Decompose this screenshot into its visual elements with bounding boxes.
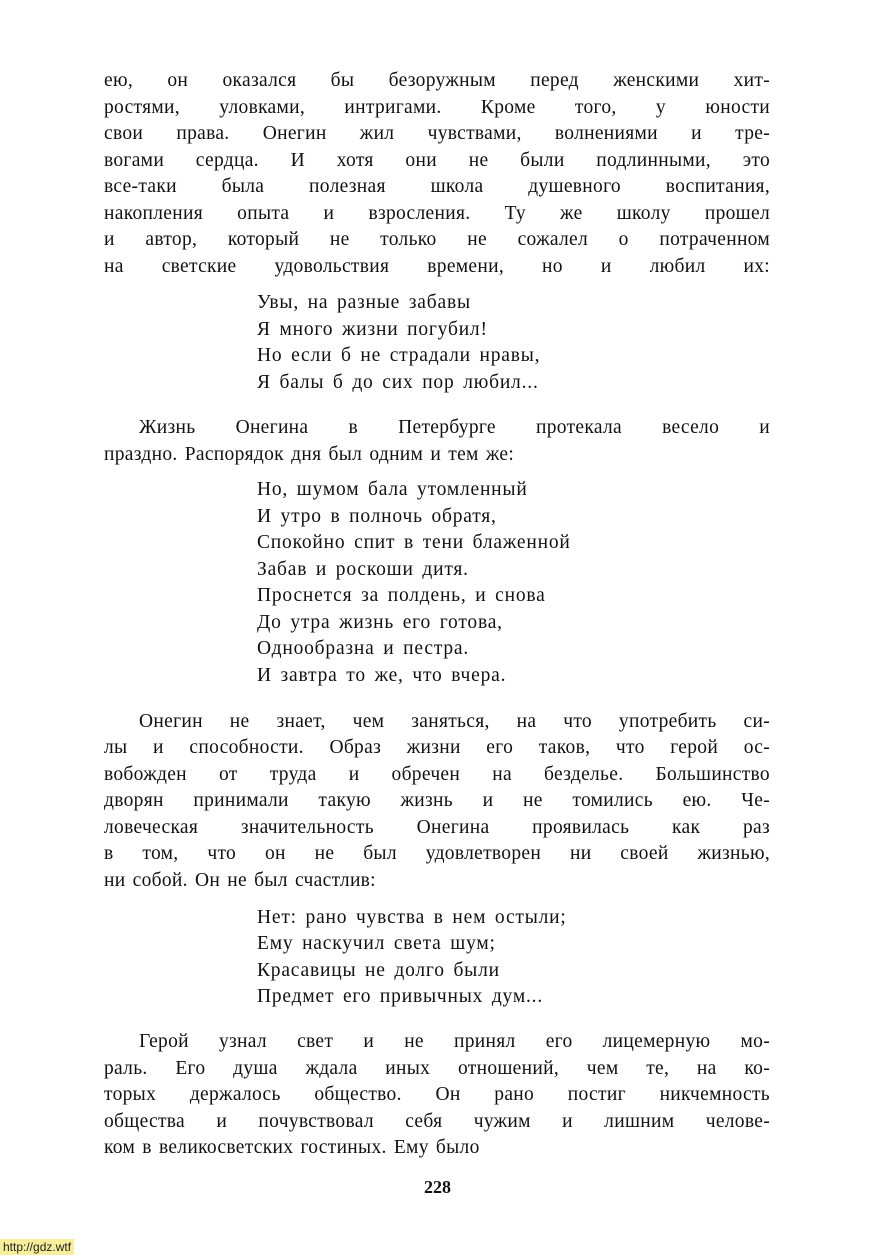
text-line: раль. Его душа ждала иных отношений, чем те, на ко- <box>104 1058 770 1079</box>
text-line: общества и почувствовал себя чужим и лишним челове- <box>104 1111 770 1132</box>
verse-line: Нет: рано чувства в нем остыли; <box>257 907 567 928</box>
verse-line: Ему наскучил света шум; <box>257 933 496 954</box>
verse-line: Проснется за полдень, и снова <box>257 585 546 606</box>
verse-line: Но, шумом бала утомленный <box>257 479 528 500</box>
text-line: дворян принимали такую жизнь и не томились ею. Че- <box>104 790 770 811</box>
verse-line: И завтра то же, что вчера. <box>257 665 507 686</box>
text-line: ни собой. Он не был счастлив: <box>104 870 376 891</box>
text-line: ею, он оказался бы безоружным перед женскими хит- <box>104 70 770 91</box>
verse-line: Красавицы не долго были <box>257 960 500 981</box>
text-line: накопления опыта и взросления. Ту же школу прошел <box>104 203 770 224</box>
text-line: ком в великосветских гостиных. Ему было <box>104 1137 480 1158</box>
text-line: в том, что он не был удовлетворен ни своей жизнью, <box>104 843 770 864</box>
text-line: праздно. Распорядок дня был одним и тем же: <box>104 444 515 465</box>
watermark-link[interactable]: http://gdz.wtf <box>0 1239 74 1255</box>
verse-line: Я балы б до сих пор любил... <box>257 372 539 393</box>
text-line: и автор, который не только не сожалел о потраченном <box>104 229 770 250</box>
text-line: свои права. Онегин жил чувствами, волнениями и тре- <box>104 123 770 144</box>
verse-line: Спокойно спит в тени блаженной <box>257 532 571 553</box>
page-number: 228 <box>424 1177 451 1197</box>
verse-line: Я много жизни погубил! <box>257 319 488 340</box>
text-line: ростями, уловками, интригами. Кроме того, у юности <box>104 97 770 118</box>
text-line: торых держалось общество. Он рано постиг никчемность <box>104 1084 770 1105</box>
verse-line: Предмет его привычных дум... <box>257 986 544 1007</box>
text-line: Герой узнал свет и не принял его лицемерную мо- <box>139 1031 770 1052</box>
verse-line: И утро в полночь обратя, <box>257 506 497 527</box>
verse-line: До утра жизнь его готова, <box>257 612 503 633</box>
verse-line: Увы, на разные забавы <box>257 292 471 313</box>
text-line: вогами сердца. И хотя они не были подлинными, это <box>104 150 770 171</box>
text-line: все-таки была полезная школа душевного воспитания, <box>104 176 770 197</box>
text-line: Жизнь Онегина в Петербурге протекала весело и <box>139 417 770 438</box>
verse-line: Забав и роскоши дитя. <box>257 559 469 580</box>
text-line: ловеческая значительность Онегина проявилась как раз <box>104 817 770 838</box>
text-line: лы и способности. Образ жизни его таков, что герой ос- <box>104 737 770 758</box>
text-line: Онегин не знает, чем заняться, на что употребить си- <box>139 711 770 732</box>
text-line: на светские удовольствия времени, но и любил их: <box>104 256 770 277</box>
verse-line: Но если б не страдали нравы, <box>257 345 541 366</box>
text-line: вобожден от труда и обречен на безделье. Большинство <box>104 764 770 785</box>
verse-line: Однообразна и пестра. <box>257 638 470 659</box>
